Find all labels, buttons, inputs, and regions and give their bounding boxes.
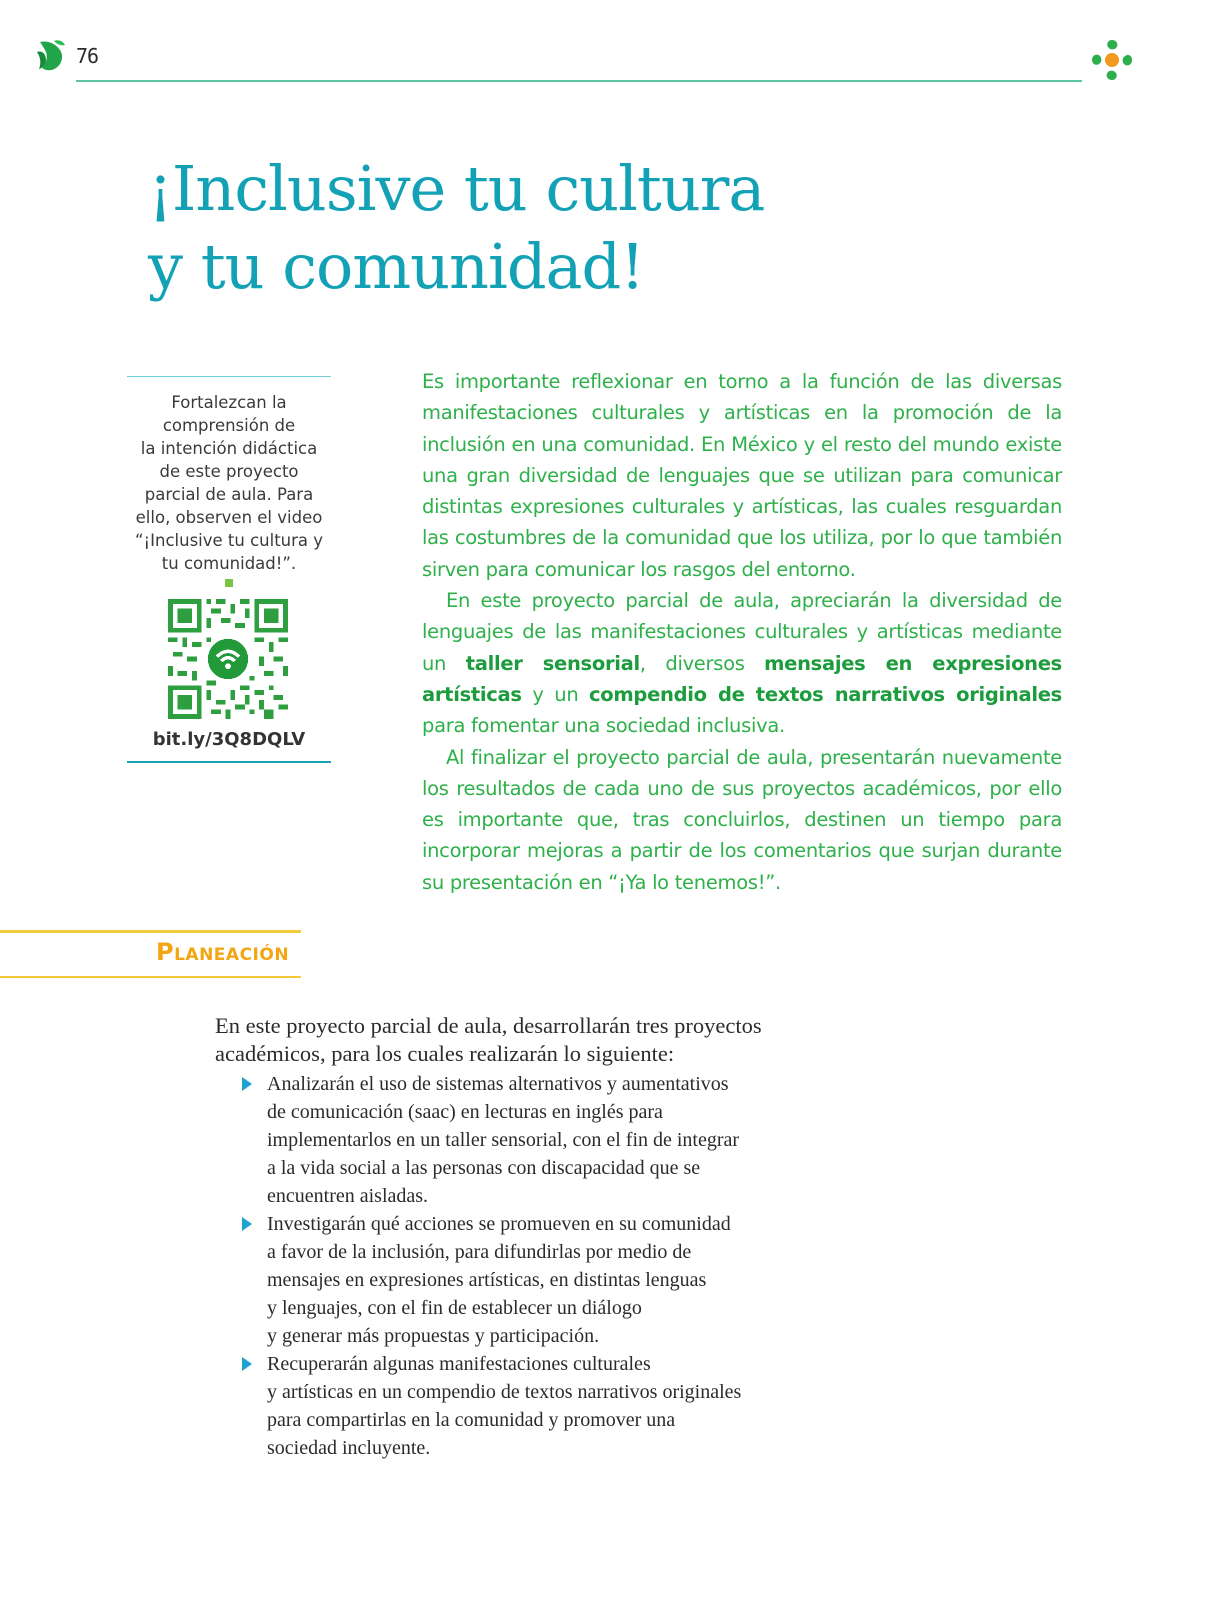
bullet-item (242, 1350, 802, 1462)
bullet-line: mensajes en expresiones artísticas, en distintas lenguas (267, 1269, 707, 1291)
bullet-line: de comunicación (saac) en lecturas en inglés para (267, 1101, 663, 1123)
sidebox-line: parcial de aula. Para (144, 485, 314, 504)
bullet-item (242, 1070, 802, 1210)
sidebox-line: “¡Inclusive tu cultura y (134, 531, 324, 550)
intro-text-run: , diversos (639, 651, 765, 675)
title-line-1: ¡Inclusive tu cultura (148, 152, 765, 225)
bullet-line: Investigarán qué acciones se promueven en su comunidad (267, 1213, 731, 1235)
bullet-triangle-icon (242, 1357, 252, 1371)
sidebox-line: la intención didáctica (140, 439, 318, 458)
intro-text-run: En este proyecto parcial de aula, apreciarán la diversidad de lenguajes de las manifestaciones culturales y artísticas mediante un (422, 589, 1062, 675)
sidebox-text (127, 391, 331, 575)
bullet-triangle-icon (242, 1217, 252, 1231)
bullet-line: y artísticas en un compendio de textos narrativos originales (267, 1381, 742, 1403)
bullet-line: implementarlos en un taller sensorial, con el fin de integrar (267, 1129, 740, 1151)
intro-bold-taller: taller sensorial (465, 651, 640, 675)
sidebox-line: Fortalezcan la (171, 393, 287, 412)
bullet-line: encuentren aisladas. (267, 1185, 429, 1207)
planeacion-bullet-list (242, 1070, 802, 1462)
title-line-2: y tu comunidad! (148, 230, 645, 303)
sidebox-line: de este proyecto (159, 462, 299, 481)
bullet-line: a favor de la inclusión, para difundirlas por medio de (267, 1241, 692, 1263)
page-number: 76 (76, 44, 99, 68)
sidebox-line: comprensión de (162, 416, 296, 435)
planeacion-rule-bottom (0, 976, 301, 978)
bullet-item (242, 1210, 802, 1350)
planeacion-heading: Planeación (156, 938, 290, 966)
bullet-line: sociedad incluyente. (267, 1437, 431, 1459)
header-rule (76, 80, 1082, 82)
bullet-line: Analizarán el uso de sistemas alternativos y aumentativos (267, 1073, 729, 1095)
sidebox-dot (225, 579, 233, 587)
intro-text-run: y un (521, 682, 590, 706)
planeacion-lead (215, 1012, 815, 1068)
video-sidebox (127, 376, 331, 763)
intro-paragraph-3: Al finalizar el proyecto parcial de aula, presentarán nuevamente los resultados de cada uno de sus proyectos académicos, por ello es importante que, tras concluirlos, destinen un tiempo para incorporar mejoras a partir de los comentarios que surjan durante su presentación en “¡Ya lo tenemos!”. (422, 745, 1062, 894)
intro-paragraph-1: Es importante reflexionar en torno a la función de las diversas manifestaciones culturales y artísticas en la promoción de la inclusión en una comunidad. En México y el resto del mundo existe una gran diversidad de lenguajes que se utilizan para comunicar distintas expresiones culturales y artísticas, las cuales resguardan las costumbres de la comunidad que los utiliza, por lo que también sirven para comunicar los rasgos del entorno. (422, 370, 1062, 581)
qr-code-icon[interactable] (168, 599, 288, 719)
lead-line: académicos, para los cuales realizarán lo siguiente: (215, 1041, 675, 1066)
page-title (148, 150, 764, 306)
flower-logo-icon (1086, 34, 1138, 86)
leaf-icon (34, 38, 68, 74)
sidebox-line: tu comunidad!”. (161, 554, 297, 573)
bullet-line: Recuperarán algunas manifestaciones culturales (267, 1353, 651, 1375)
planeacion-rule-top (0, 930, 301, 933)
bullet-line: a la vida social a las personas con discapacidad que se (267, 1157, 701, 1179)
intro-bold-mensajes: mensajes en expresiones artísticas (422, 651, 1062, 706)
intro-text-run: para fomentar una sociedad inclusiva. (422, 714, 785, 738)
intro-text (422, 366, 1062, 898)
intro-bold-compendio: compendio de textos narrativos originales (589, 682, 1062, 706)
video-link[interactable]: bit.ly/3Q8DQLV (152, 729, 306, 750)
sidebox-line: ello, observen el video (135, 508, 323, 527)
bullet-triangle-icon (242, 1077, 252, 1091)
bullet-line: y generar más propuestas y participación. (267, 1325, 600, 1347)
intro-paragraph-2 (422, 585, 1062, 741)
bullet-line: y lenguajes, con el fin de establecer un diálogo (267, 1297, 642, 1319)
bullet-line: para compartirlas en la comunidad y promover una (267, 1409, 676, 1431)
lead-line: En este proyecto parcial de aula, desarrollarán tres proyectos (215, 1013, 762, 1038)
